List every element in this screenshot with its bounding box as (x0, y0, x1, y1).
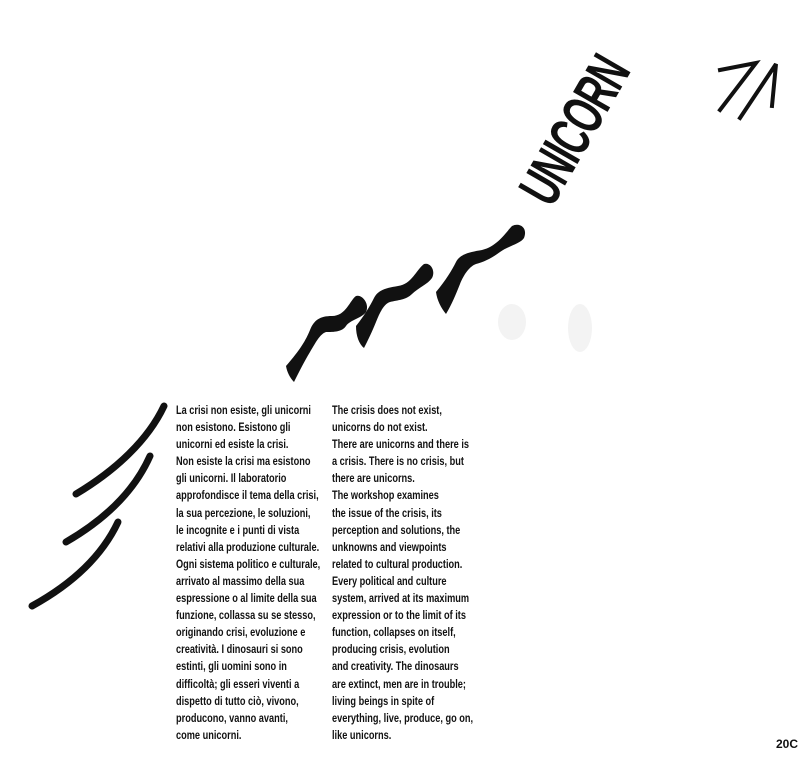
text-line: perception and solutions, the (332, 524, 461, 537)
text-line: everything, live, produce, go on, (332, 712, 474, 725)
text-line: living beings in spite of (332, 695, 435, 708)
text-line: non esistono. Esistono gli (176, 422, 291, 435)
text-line: The workshop examines (332, 490, 439, 503)
text-line: Every political and culture (332, 575, 447, 588)
text-line: relativi alla produzione culturale. (176, 541, 320, 554)
text-line: there are unicorns. (332, 473, 415, 486)
text-line: producono, vanno avanti, (176, 712, 288, 725)
text-line: come unicorni. (176, 729, 242, 742)
curved-stroke-1 (76, 406, 164, 494)
ghost-shape (498, 304, 592, 352)
brace-shape-3 (436, 225, 525, 314)
brace-shape-2 (356, 264, 433, 348)
text-line: producing crisis, evolution (332, 644, 450, 657)
text-line: unicorni ed esiste la crisi. (176, 439, 289, 452)
text-line: like unicorns. (332, 729, 392, 742)
text-line: dispetto di tutto ciò, vivono, (176, 695, 299, 708)
page-number: 20C (776, 737, 799, 751)
text-line: La crisi non esiste, gli unicorni (176, 405, 311, 417)
text-line: There are unicorns and there is (332, 439, 470, 452)
text-line: arrivato al massimo della sua (176, 575, 305, 588)
text-line: Non esiste la crisi ma esistono (176, 456, 311, 469)
text-line: gli unicorni. Il laboratorio (176, 473, 287, 486)
text-line: creatività. I dinosauri si sono (176, 644, 303, 657)
brace-shape-1 (286, 296, 367, 382)
text-line: unicorns do not exist. (332, 422, 428, 435)
text-line: the issue of the crisis, its (332, 507, 442, 520)
curved-strokes (32, 406, 164, 606)
text-line: unknowns and viewpoints (332, 541, 447, 554)
text-line: la sua percezione, le soluzioni, (176, 507, 311, 520)
text-line: Ogni sistema politico e culturale, (176, 558, 321, 571)
text-line: are extinct, men are in trouble; (332, 678, 466, 691)
double-arrow-icon (720, 63, 776, 118)
text-line: approfondisce il tema della crisi, (176, 490, 319, 503)
text-line: system, arrived at its maximum (332, 593, 470, 606)
text-line: expression or to the limit of its (332, 610, 466, 623)
text-line: and creativity. The dinosaurs (332, 661, 459, 674)
italian-text-column (176, 403, 340, 745)
english-text-column (332, 403, 496, 745)
text-line: difficoltà; gli esseri viventi a (176, 678, 300, 691)
text-line: The crisis does not exist, (332, 405, 442, 417)
text-line: estinti, gli uomini sono in (176, 661, 287, 674)
text-line: le incognite e i punti di vista (176, 524, 300, 537)
text-line: espressione o al limite della sua (176, 593, 317, 606)
text-line: a crisis. There is no crisis, but (332, 456, 464, 469)
page-title: UNICORN (506, 45, 643, 216)
text-line: function, collapses on itself, (332, 627, 456, 640)
text-line: originando crisi, evoluzione e (176, 627, 306, 640)
brace-shapes (286, 225, 525, 382)
text-line: funzione, collassa su se stesso, (176, 610, 316, 623)
text-line: related to cultural production. (332, 558, 463, 571)
